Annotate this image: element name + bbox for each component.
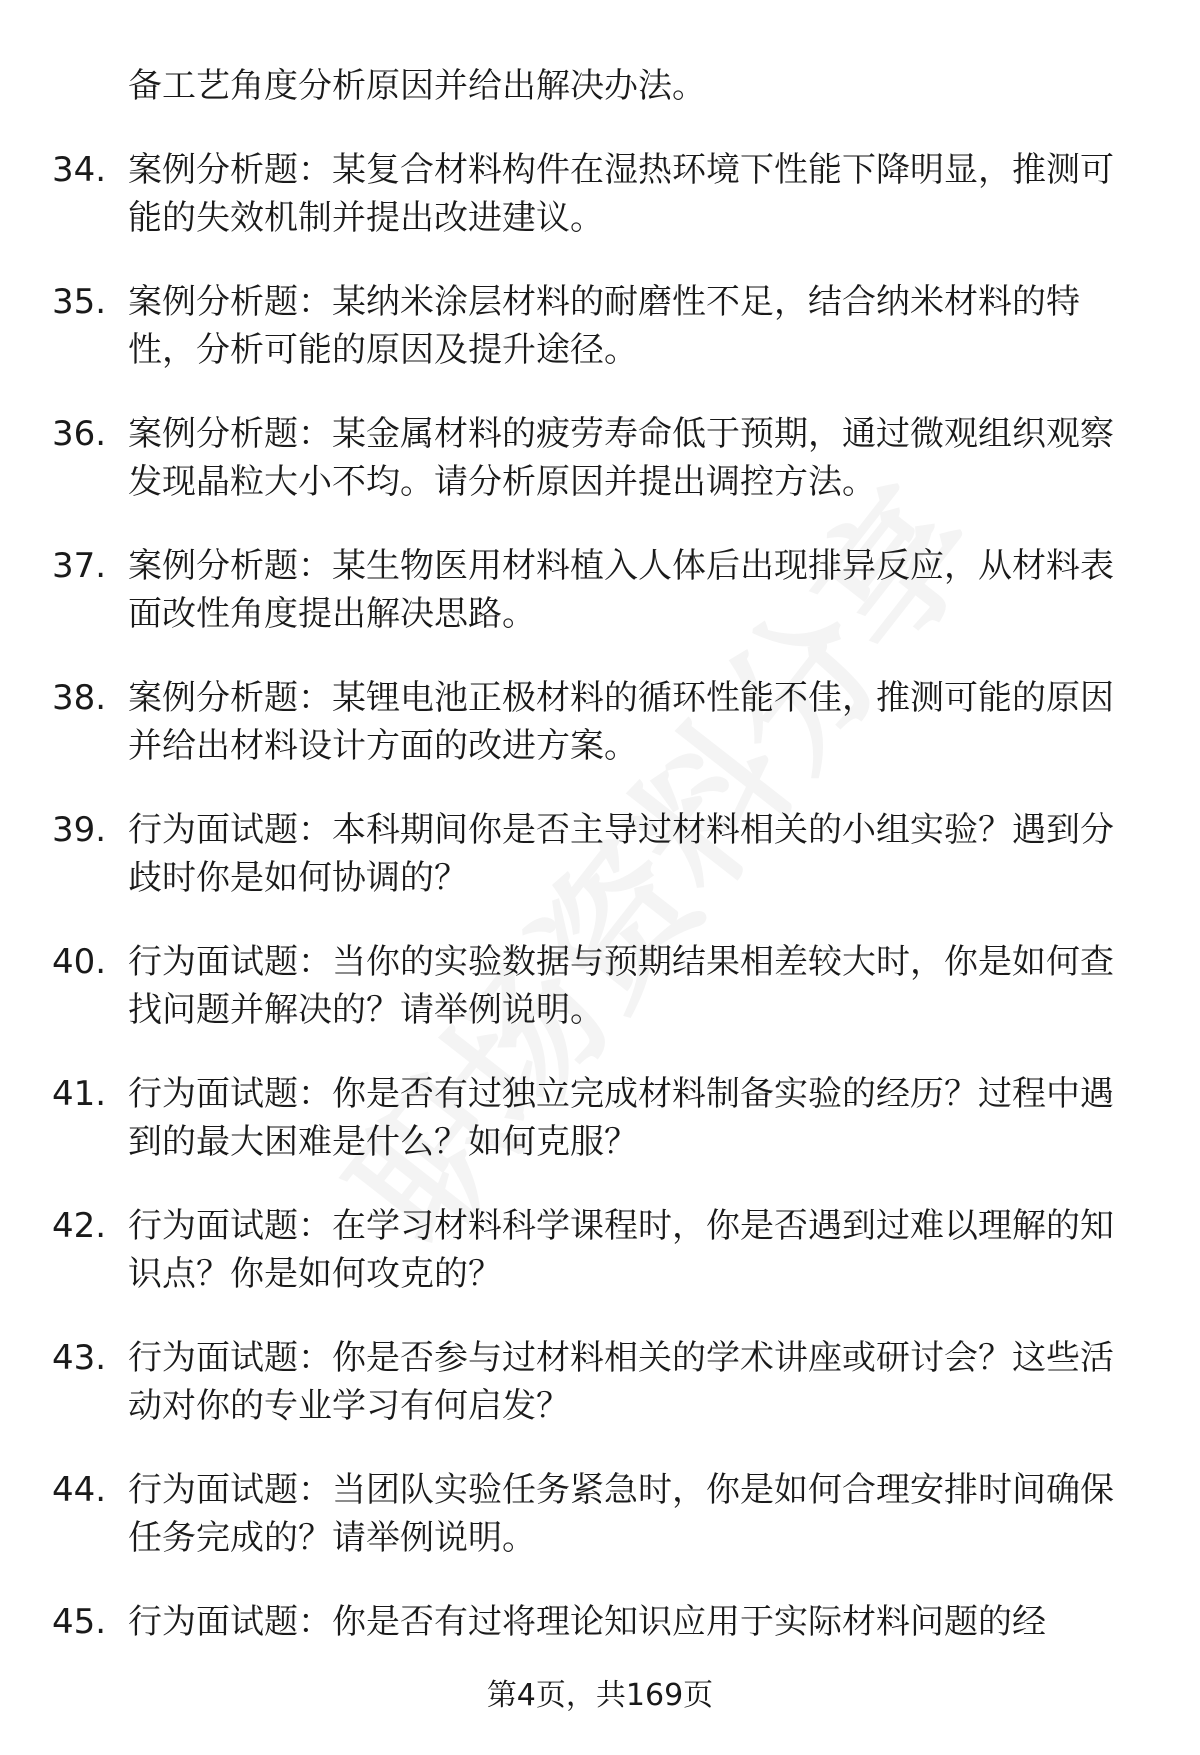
question-number: 36. xyxy=(52,414,107,454)
question-list xyxy=(0,146,1200,1730)
question-text: 案例分析题：某纳米涂层材料的耐磨性不足，结合纳米材料的特性，分析可能的原因及提升途径。 xyxy=(128,282,1080,370)
question-text: 案例分析题：某锂电池正极材料的循环性能不佳，推测可能的原因并给出材料设计方面的改进方案。 xyxy=(128,678,1114,766)
question-text: 行为面试题：你是否有过将理论知识应用于实际材料问题的经 xyxy=(128,1602,1046,1642)
question-number: 38. xyxy=(52,678,107,718)
question-item xyxy=(0,146,1200,278)
question-text: 行为面试题：本科期间你是否主导过材料相关的小组实验？遇到分歧时你是如何协调的？ xyxy=(128,810,1114,898)
question-number: 35. xyxy=(52,282,107,322)
question-item xyxy=(0,806,1200,938)
question-item xyxy=(0,674,1200,806)
question-item xyxy=(0,938,1200,1070)
question-number: 45. xyxy=(52,1602,107,1642)
question-number: 42. xyxy=(52,1206,107,1246)
question-text: 行为面试题：当你的实验数据与预期结果相差较大时，你是如何查找问题并解决的？请举例说明。 xyxy=(128,942,1114,1030)
question-number: 43. xyxy=(52,1338,107,1378)
question-text: 案例分析题：某生物医用材料植入人体后出现排异反应，从材料表面改性角度提出解决思路。 xyxy=(128,546,1114,634)
continued-question-text: 备工艺角度分析原因并给出解决办法。 xyxy=(128,66,706,106)
question-text: 行为面试题：你是否参与过材料相关的学术讲座或研讨会？这些活动对你的专业学习有何启发？ xyxy=(128,1338,1114,1426)
page-footer: 第4页，共169页 xyxy=(486,1678,714,1713)
question-text: 案例分析题：某金属材料的疲劳寿命低于预期，通过微观组织观察发现晶粒大小不均。请分析原因并提出调控方法。 xyxy=(128,414,1114,502)
question-number: 39. xyxy=(52,810,107,850)
question-item xyxy=(0,542,1200,674)
question-text: 行为面试题：当团队实验任务紧急时，你是如何合理安排时间确保任务完成的？请举例说明。 xyxy=(128,1470,1114,1558)
question-number: 40. xyxy=(52,942,107,982)
question-number: 34. xyxy=(52,150,107,190)
question-item xyxy=(0,1466,1200,1598)
question-item xyxy=(0,1070,1200,1202)
question-item xyxy=(0,410,1200,542)
question-text: 行为面试题：你是否有过独立完成材料制备实验的经历？过程中遇到的最大困难是什么？如何克服？ xyxy=(128,1074,1114,1162)
question-text: 行为面试题：在学习材料科学课程时，你是否遇到过难以理解的知识点？你是如何攻克的？ xyxy=(128,1206,1114,1294)
question-text: 案例分析题：某复合材料构件在湿热环境下性能下降明显，推测可能的失效机制并提出改进建议。 xyxy=(128,150,1114,238)
question-number: 44. xyxy=(52,1470,107,1510)
question-number: 41. xyxy=(52,1074,107,1114)
question-item xyxy=(0,1334,1200,1466)
question-number: 37. xyxy=(52,546,107,586)
question-item xyxy=(0,278,1200,410)
question-item xyxy=(0,1202,1200,1334)
